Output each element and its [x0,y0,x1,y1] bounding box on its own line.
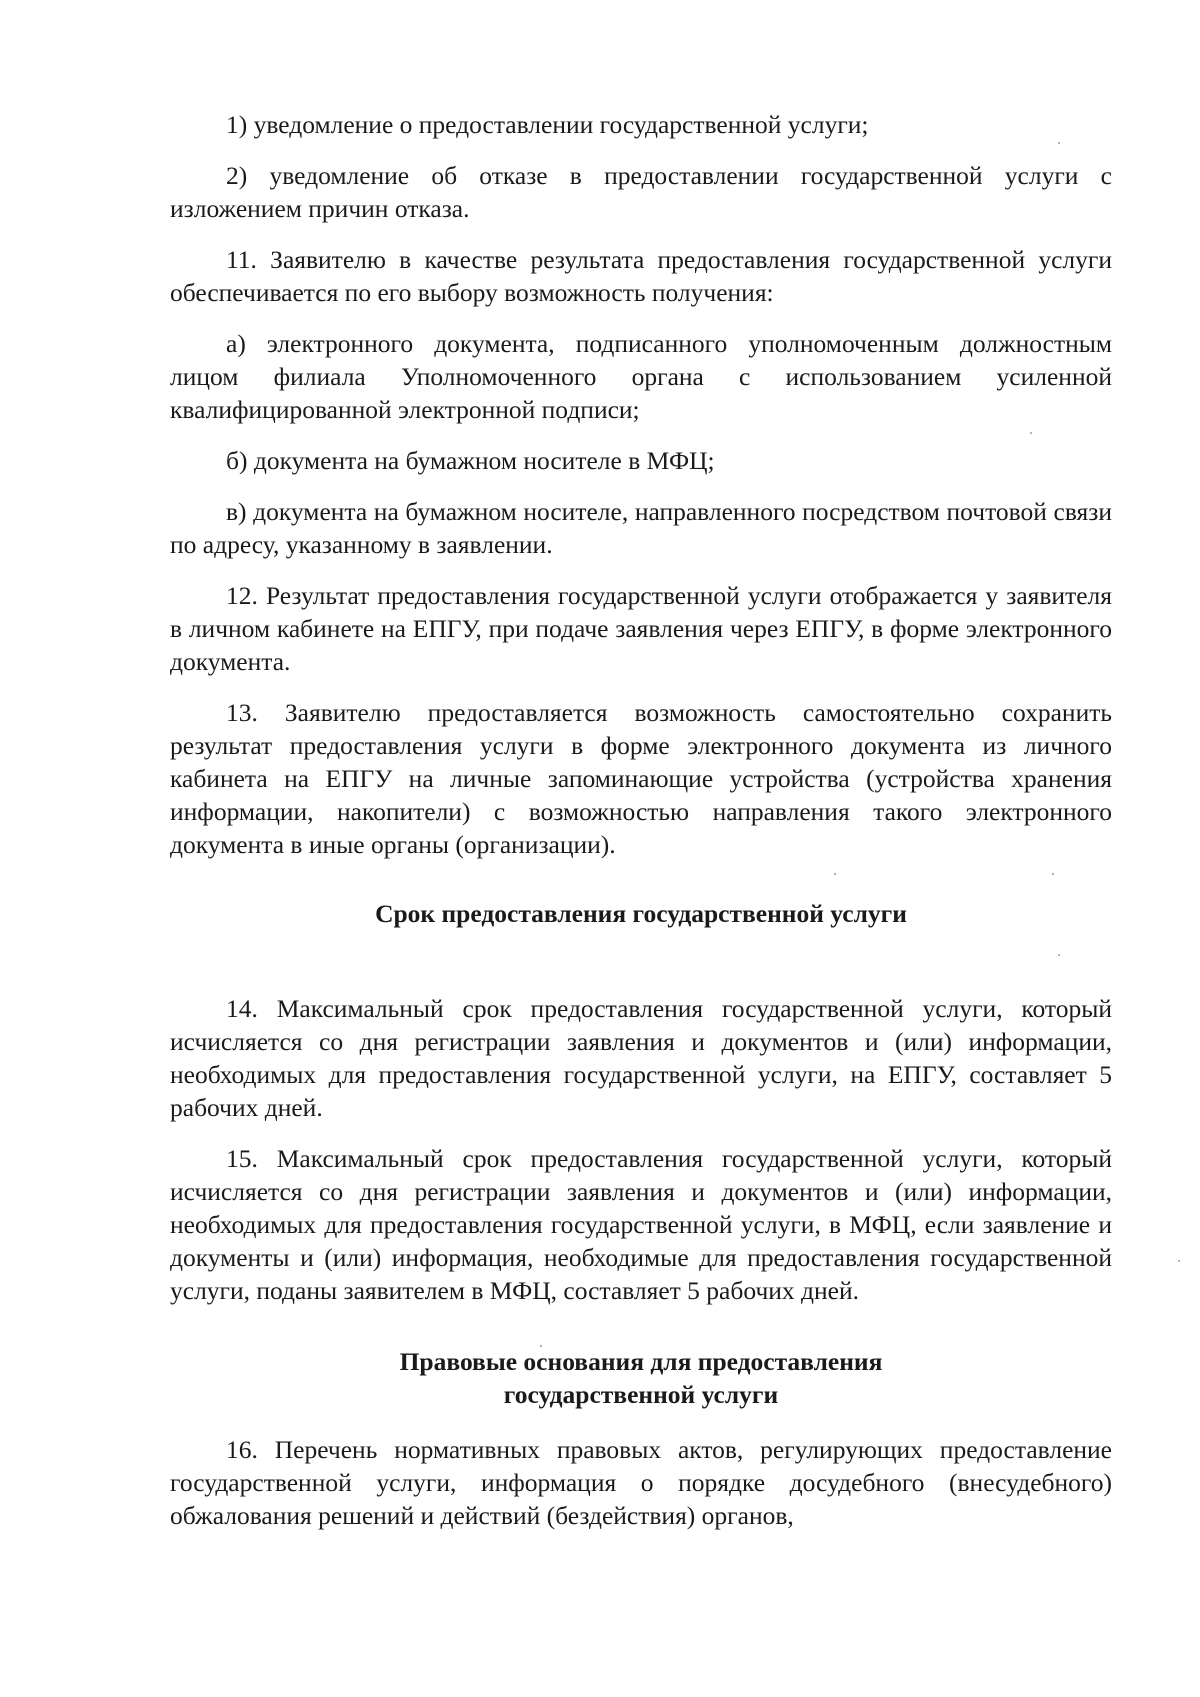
paragraph-refusal-notice: 2) уведомление об отказе в предоставлении государственной услуги с изложением причин отказа. [170,161,1112,223]
paragraph-11-b: б) документа на бумажном носителе в МФЦ; [226,446,715,475]
paragraph-16: 16. Перечень нормативных правовых актов, регулирующих предоставление государственной услуги, информация о порядке досудебного (внесудебного) обжалования решений и действий (бездействия) органов, [170,1435,1112,1530]
paragraph-11-a: а) электронного документа, подписанного уполномоченным должностным лицом филиала Уполномоченного органа с использованием усиленной квалифицированной электронной подписи; [170,329,1112,424]
section-heading-legal-basis [170,1345,1112,1411]
paragraph-12: 12. Результат предоставления государственной услуги отображается у заявителя в личном кабинете на ЕПГУ, при подаче заявления через ЕПГУ, в форме электронного документа. [170,581,1112,676]
paragraph-14: 14. Максимальный срок предоставления государственной услуги, который исчисляется со дня регистрации заявления и документов и (или) информации, необходимых для предоставления государственной услуги, на ЕПГУ, составляет 5 рабочих дней. [170,994,1112,1122]
paragraph-11: 11. Заявителю в качестве результата предоставления государственной услуги обеспечивается по его выбору возможность получения: [170,245,1112,307]
scan-speck [834,873,836,875]
paragraph-result-notice: 1) уведомление о предоставлении государственной услуги; [226,110,869,139]
section-heading-legal-basis-line2: государственной услуги [503,1380,779,1409]
section-heading-term: Срок предоставления государственной услуги [375,899,907,928]
scan-speck [1052,873,1054,875]
scan-speck [1030,432,1032,434]
scan-speck [1178,1260,1180,1262]
section-heading-legal-basis-line1: Правовые основания для предоставления [399,1347,883,1376]
paragraph-13: 13. Заявителю предоставляется возможность самостоятельно сохранить результат предоставления услуги в форме электронного документа из личного кабинета на ЕПГУ на личные запоминающие устройства (устройства хранения информации, накопители) с возможностью направления такого электронного документа в иные органы (организации). [170,698,1112,859]
scan-speck [1058,142,1060,144]
paragraph-11-v: в) документа на бумажном носителе, направленного посредством почтовой связи по адресу, указанному в заявлении. [170,497,1112,559]
scan-speck [540,1345,542,1347]
document-page [170,108,1112,1532]
scan-speck [1058,954,1060,956]
paragraph-15: 15. Максимальный срок предоставления государственной услуги, который исчисляется со дня регистрации заявления и документов и (или) информации, необходимых для предоставления государственной услуги, в МФЦ, если заявление и документы и (или) информация, необходимые для предоставления государственной услуги, поданы заявителем в МФЦ, составляет 5 рабочих дней. [170,1144,1112,1305]
